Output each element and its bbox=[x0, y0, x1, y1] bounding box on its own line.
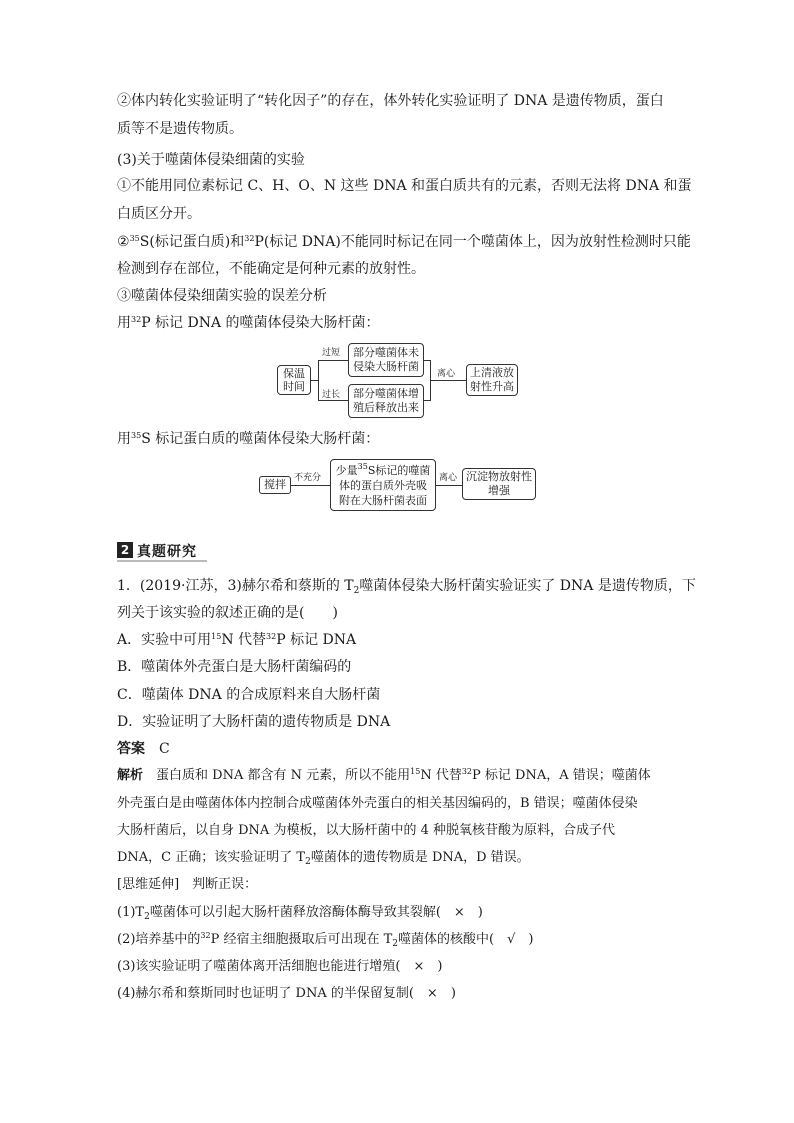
analysis-line: 解析 蛋白质和 DNA 都含有 N 元素，所以不能用$^{15}$N 代替$^{32}$P 标记 DNA，A 错误；噬菌体 bbox=[117, 767, 651, 783]
option-d: D．实验证明了大肠杆菌的遗传物质是 DNA bbox=[117, 714, 391, 730]
text-line: 用$^{32}$P 标记 DNA 的噬菌体侵染大肠杆菌： bbox=[117, 315, 380, 331]
section-title: 真题研究 bbox=[137, 544, 197, 560]
analysis-line: 大肠杆菌后，以自身 DNA 为模板，以大肠杆菌中的 4 种脱氧核苷酸为原料，合成子代 bbox=[117, 823, 615, 838]
answer-label: 答案 bbox=[117, 741, 145, 757]
analysis-line: DNA，C 正确；该实验证明了 $T_2$噬菌体的遗传物质是 DNA，D 错误。 bbox=[117, 850, 530, 867]
question-stem: 列关于该实验的叙述正确的是( ) bbox=[117, 605, 338, 621]
analysis-line: 外壳蛋白是由噬菌体体内控制合成噬菌体外壳蛋白的相关基因编码的，B 错误；噬菌体侵染 bbox=[117, 796, 638, 811]
answer-line bbox=[117, 740, 170, 758]
arrow-label-short: 过短 bbox=[322, 348, 341, 358]
answer-value: C bbox=[159, 741, 170, 757]
option-c: C．噬菌体 DNA 的合成原料来自大肠杆菌 bbox=[117, 687, 381, 703]
text-line: 质等不是遗传物质。 bbox=[117, 121, 243, 137]
extension-item: (4)赫尔希和蔡斯同时也证明了 DNA 的半保留复制( × ) bbox=[117, 986, 456, 1001]
arrow-label-insufficient: 不充分 bbox=[294, 473, 322, 483]
arrow-label-centrifuge: 离心 bbox=[439, 473, 458, 483]
text-line: ②体内转化实验证明了“转化因子”的存在，体外转化实验证明了 DNA 是遗传物质，蛋白 bbox=[117, 93, 664, 109]
subsection-heading: (3)关于噬菌体侵染细菌的实验 bbox=[117, 152, 305, 168]
diagram-node-long: 部分噬菌体增殖后释放出来 bbox=[348, 384, 424, 418]
diagram-node-middle: 少量$^{35}$S标记的噬菌体的蛋白质外壳吸附在大肠杆菌表面 bbox=[330, 459, 436, 511]
diagram-node-result: 沉淀物放射性增强 bbox=[462, 468, 536, 500]
text-line: ②$^{35}$S(标记蛋白质)和$^{32}$P(标记 DNA)不能同时标记在同一个噬菌体上，因为放射性检测时只能 bbox=[117, 234, 691, 250]
option-a: A．实验中可用$^{15}$N 代替$^{32}$P 标记 DNA bbox=[117, 632, 357, 648]
diagram-node-result: 上清液放射性升高 bbox=[466, 364, 518, 396]
text-line: ③噬菌体侵染细菌实验的误差分析 bbox=[117, 288, 327, 304]
text-line: 白质区分开。 bbox=[117, 206, 201, 222]
section-heading bbox=[117, 540, 207, 560]
diagram-node-start: 保温时间 bbox=[277, 365, 311, 395]
analysis-label: 解析 bbox=[117, 768, 144, 783]
question-stem: 1．(2019·江苏，3)赫尔希和蔡斯的 $T_2$噬菌体侵染大肠杆菌实验证实了 DNA 是遗传物质，下 bbox=[117, 578, 696, 596]
extension-item: (2)培养基中的$^{32}$P 经宿主细胞摄取后可出现在 $T_2$噬菌体的核酸中( √ ) bbox=[117, 931, 534, 949]
arrow-label-long: 过长 bbox=[322, 390, 341, 400]
extension-item: $(1)T_2$噬菌体可以引起大肠杆菌释放溶酶体酶导致其裂解( × ) bbox=[117, 905, 483, 922]
text-line: ①不能用同位素标记 C、H、O、N 这些 DNA 和蛋白质共有的元素，否则无法将 DNA 和蛋 bbox=[117, 178, 692, 194]
extension-item: (3)该实验证明了噬菌体离开活细胞也能进行增殖( × ) bbox=[117, 959, 443, 974]
text-line: 用$^{35}$S 标记蛋白质的噬菌体侵染大肠杆菌： bbox=[117, 431, 380, 447]
diagram-node-short: 部分噬菌体未侵染大肠杆菌 bbox=[348, 343, 424, 377]
arrow-label-centrifuge: 离心 bbox=[437, 369, 456, 379]
diagram-node-start: 搅拌 bbox=[259, 476, 291, 494]
text-line: 检测到存在部位，不能确定是何种元素的放射性。 bbox=[117, 261, 425, 277]
section-divider bbox=[117, 560, 207, 562]
option-b: B．噬菌体外壳蛋白是大肠杆菌编码的 bbox=[117, 659, 352, 675]
extension-heading: [思维延伸] 判断正误： bbox=[117, 877, 258, 892]
section-number: 2 bbox=[117, 542, 133, 558]
